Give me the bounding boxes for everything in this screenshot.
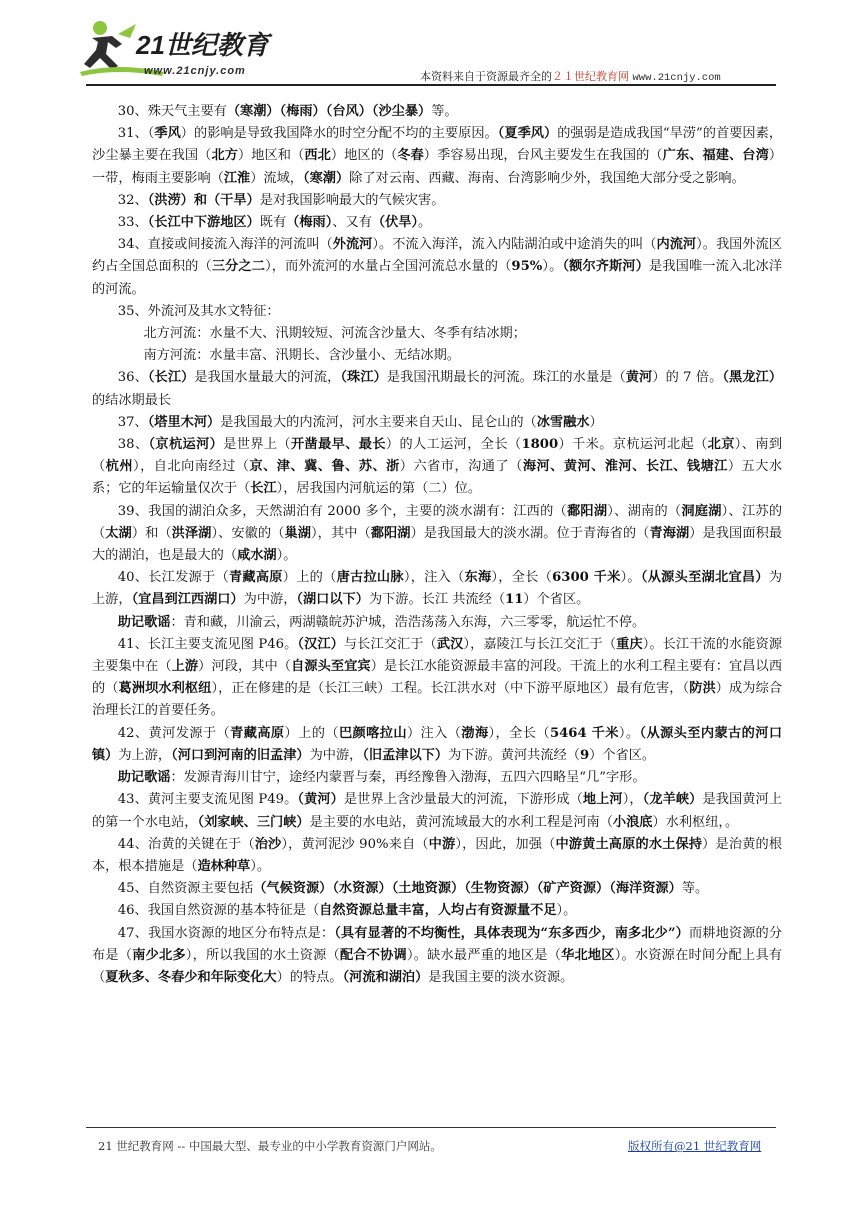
emphasis-text: 黄河 <box>625 370 653 386</box>
paragraph <box>92 323 782 345</box>
body-text: 33、 <box>117 215 148 231</box>
body-text: ）上的（ <box>284 725 339 741</box>
body-text: ）季容易出现，台风主要发生在我国的（ <box>423 148 663 164</box>
body-text: ），嘉陵江与长江交汇于（ <box>463 636 617 652</box>
footer-divider <box>86 1127 776 1128</box>
body-text: ：发源青海川甘宁，途经内蒙晋与秦，再经豫鲁入渤海，五四六四略呈“几”字形。 <box>170 770 646 786</box>
paragraph <box>92 900 782 922</box>
body-text: 是我国黄河上的第一个水电站， <box>92 792 783 830</box>
emphasis-text: 季风 <box>154 126 181 142</box>
body-text: ）千米。京杭运河北起（ <box>558 437 708 453</box>
body-text: ：青和藏，川渝云，两湖赣皖苏沪城，浩浩荡荡入东海，六三零零，航运忙不停。 <box>170 614 646 630</box>
body-text: ）注入（ <box>406 725 462 741</box>
paragraph <box>92 612 782 634</box>
emphasis-text: 东海 <box>464 570 492 586</box>
body-text: ）。不流入海洋，流入内陆湖泊或中途消失的叫（ <box>372 237 657 253</box>
body-text: 40、长江发源于（ <box>117 570 229 586</box>
body-text: 是我国水量最大的河流， <box>194 370 341 386</box>
emphasis-text: （刘家峡、三门峡） <box>197 814 310 830</box>
emphasis-text: （寒潮） <box>303 170 350 186</box>
footer-tagline: 21 世纪教育网 -- 中国最大型、最专业的中小学教育资源门户网站。 <box>98 1139 442 1153</box>
emphasis-text: 95% <box>511 259 543 275</box>
body-text: 等。 <box>431 104 458 119</box>
emphasis-text: 开凿最早、最长 <box>290 437 386 453</box>
body-text: ），其中（ <box>311 525 371 541</box>
emphasis-text: 9 <box>579 747 590 763</box>
emphasis-text: 6300 千米 <box>552 570 621 586</box>
logo-url: www.21cnjy.com <box>144 65 246 77</box>
body-text: ）。 <box>618 725 640 741</box>
body-text: 为上游， <box>92 570 782 608</box>
body-text: ）是长江水能资源最丰富的河段。干流上的水利工程主要有：宜昌以西的（ <box>92 659 783 697</box>
body-text: ）。 <box>542 259 563 275</box>
body-text: ）是我国面积最大的湖泊，也是最大的（ <box>92 525 783 564</box>
emphasis-text: （塔里木河） <box>147 414 221 430</box>
site-logo <box>78 14 298 84</box>
emphasis-text: 鄱阳湖 <box>370 525 411 541</box>
body-text: ）个省区。 <box>523 592 590 608</box>
emphasis-text: 外流河 <box>332 237 373 253</box>
logo-text: 21世纪教育 <box>136 30 269 60</box>
body-text: ）。 <box>556 903 577 919</box>
body-text: ）流域， <box>250 170 303 186</box>
body-text: 是世界上含沙量最大的河流，下游形成（ <box>343 792 583 808</box>
emphasis-text: 海河、黄河、淮河、长江、钱塘江 <box>522 459 728 475</box>
emphasis-text: 北方 <box>211 148 238 164</box>
paragraph <box>92 301 782 323</box>
header-note-site: ２１世纪教育网 <box>552 70 629 83</box>
body-text: ）地区和（ <box>237 148 305 164</box>
paragraph <box>92 367 782 411</box>
emphasis-text: 冰雪融水 <box>536 414 590 430</box>
body-text: 为中游， <box>309 747 363 763</box>
body-text: 除了对云南、西藏、海南、台湾影响少外，我国绝大部分受之影响。 <box>349 170 745 186</box>
body-text: ）。 <box>276 548 297 564</box>
emphasis-text: 唐古拉山脉 <box>336 570 404 586</box>
body-text: ）水利枢纽，。 <box>652 814 739 830</box>
paragraph <box>92 789 782 833</box>
body-text: ）个省区。 <box>589 747 656 763</box>
body-text: ），全长（ <box>491 570 553 586</box>
paragraph <box>92 634 782 723</box>
body-text: 、又有 <box>332 215 372 231</box>
paragraph <box>92 723 782 767</box>
body-text: 是主要的水电站，黄河流域最大的水利工程是河南（ <box>309 814 613 830</box>
body-text: ），黄河泥沙 90%来自（ <box>281 836 429 852</box>
emphasis-text: （珠江） <box>340 370 387 386</box>
emphasis-text: 自然资源总量丰富，人均占有资源量不足 <box>319 903 557 919</box>
body-text: 45、自然资源主要包括 <box>117 881 254 897</box>
body-text: 47、我国水资源的地区分布特点是： <box>117 925 335 941</box>
emphasis-text: （梅雨） <box>286 215 333 231</box>
emphasis-text: 巴颜喀拉山 <box>338 725 407 741</box>
document-body <box>92 101 782 989</box>
body-text: 31、（ <box>117 126 155 142</box>
body-text: 等。 <box>681 881 709 897</box>
paragraph <box>92 434 782 501</box>
emphasis-text: 11 <box>505 592 524 608</box>
body-text: ）一带，梅雨主要影响（ <box>92 148 783 186</box>
emphasis-text: （具有显著的不均衡性，具体表现为“东多西少，南多北少”） <box>334 925 689 941</box>
body-text: 46、我国自然资源的基本特征是（ <box>117 903 320 919</box>
footer-copyright-link[interactable]: 版权所有@21 世纪教育网 <box>628 1139 762 1153</box>
emphasis-text: （河口到河南的旧孟津） <box>171 747 310 763</box>
emphasis-text: 广东、福建、台湾 <box>662 148 769 164</box>
body-text: ），自北向南经过（ <box>133 459 250 475</box>
paragraph <box>92 123 782 190</box>
body-text: ）、安徽的（ <box>211 525 285 541</box>
emphasis-text: 长江 <box>250 481 277 497</box>
emphasis-text: 地上河 <box>582 792 623 808</box>
emphasis-text: 太湖 <box>105 525 132 541</box>
body-text: 为上游， <box>118 747 172 763</box>
emphasis-text: （长江中下游地区） <box>147 215 260 231</box>
emphasis-text: 配合不协调 <box>339 947 407 963</box>
body-text: ）的 7 倍。 <box>652 370 723 386</box>
emphasis-text: 渤海 <box>461 725 489 741</box>
body-text: 34、直接或间接流入海洋的河流叫（ <box>117 237 333 253</box>
body-text: 。 <box>418 215 432 231</box>
emphasis-text: 1800 <box>521 437 559 453</box>
body-text: ）是治黄的根本，根本措施是（ <box>92 836 783 874</box>
emphasis-text: （伏旱） <box>371 215 419 231</box>
emphasis-text: （从源头至湖北宜昌） <box>640 570 769 586</box>
emphasis-text: 上游 <box>171 659 199 675</box>
body-text: 为中游， <box>243 592 297 608</box>
body-text: ）。我国外流区约占全国总面积的（ <box>92 237 782 275</box>
paragraph <box>92 234 782 301</box>
emphasis-text: 西北 <box>304 148 331 164</box>
body-text: ）地区的（ <box>330 148 398 164</box>
emphasis-text: （河流和湖泊） <box>342 969 429 985</box>
emphasis-text: （黑龙江） <box>722 370 783 386</box>
emphasis-text: 武汉 <box>436 636 464 652</box>
body-text: 41、长江主要支流见图 P46。 <box>117 636 298 652</box>
body-text: 32、 <box>117 192 148 208</box>
body-text: ）、湖南的（ <box>607 503 682 519</box>
paragraph <box>92 923 782 990</box>
emphasis-text: 内流河 <box>656 237 697 253</box>
emphasis-text: 小浪底 <box>612 814 653 830</box>
body-text: 是我国最大的内流河，河水主要来自天山、昆仑山的（ <box>220 414 537 430</box>
emphasis-text: 中游 <box>428 836 456 852</box>
body-text: 的结冰期最长 <box>92 392 172 408</box>
body-text: 北方河流：水量不大、汛期较短、河流含沙量大、冬季有结冰期； <box>143 326 526 342</box>
emphasis-text: （京杭运河） <box>148 437 224 453</box>
body-text: ）。水资源在时间分配上具有（ <box>92 947 783 985</box>
body-text: 是我国主要的淡水资源。 <box>428 969 574 985</box>
emphasis-text: （龙羊峡） <box>642 792 703 808</box>
emphasis-text: （气候资源）（水资源）（土地资源）（生物资源）（矿产资源）（海洋资源） <box>253 881 682 897</box>
body-text: ），而外流河的水量占全国河流总水量的（ <box>265 259 512 275</box>
body-text: 42、黄河发源于（ <box>117 725 231 741</box>
emphasis-text: 江淮 <box>223 170 251 186</box>
emphasis-text: 治沙 <box>254 836 282 852</box>
emphasis-text: 三分之二 <box>211 259 266 275</box>
emphasis-text: （黄河） <box>297 792 344 808</box>
body-text: ）成为综合治理长江的首要任务。 <box>92 681 783 719</box>
body-text: ），所以我国的水土资源（ <box>185 947 340 963</box>
body-text: 既有 <box>259 215 287 231</box>
paragraph <box>92 212 782 234</box>
body-text: ）上的（ <box>282 570 337 586</box>
header-divider <box>86 84 776 86</box>
emphasis-text: 防洪 <box>689 681 716 697</box>
body-text: 44、治黄的关键在于（ <box>117 836 255 852</box>
body-text: ）的人工运河，全长（ <box>385 437 522 453</box>
emphasis-text: 北京 <box>707 437 735 453</box>
body-text: 39、我国的湖泊众多，天然湖泊有 2000 多个，主要的淡水湖有：江西的（ <box>117 503 567 519</box>
body-text: ）五大水系；它的年运输量仅次于（ <box>92 459 783 497</box>
emphasis-text: （长江） <box>147 370 195 386</box>
body-text: 为下游。长江 共流经（ <box>368 592 506 608</box>
body-text: ），全长（ <box>488 725 550 741</box>
emphasis-text: 华北地区 <box>561 947 615 963</box>
emphasis-text: 京、津、冀、鲁、苏、浙 <box>249 459 400 475</box>
body-text: ）、江苏的（ <box>92 503 783 541</box>
body-text: 43、黄河主要支流见图 P49。 <box>117 792 298 808</box>
paragraph <box>92 567 782 611</box>
emphasis-text: 夏秋多、冬春少和年际变化大 <box>105 969 277 985</box>
body-text: ）， <box>622 792 643 808</box>
body-text: 是世界上（ <box>223 437 291 453</box>
paragraph <box>92 878 782 900</box>
emphasis-text: 青藏高原 <box>230 725 285 741</box>
body-text: ）。 <box>250 858 271 874</box>
body-text: 30、殊天气主要有 <box>117 104 227 119</box>
emphasis-text: （从源头至内蒙古的河口镇） <box>92 725 783 763</box>
body-text: ）的特点。 <box>276 969 343 985</box>
emphasis-text: 巢湖 <box>284 525 312 541</box>
emphasis-text: （旧孟津以下） <box>362 747 449 763</box>
body-text: 37、 <box>117 414 148 430</box>
emphasis-text: 助记歌谣 <box>117 614 171 630</box>
paragraph <box>92 834 782 878</box>
emphasis-text: 中游黄土高原的水土保持 <box>555 836 703 852</box>
body-text: ）。长江干流的水能资源主要集中在（ <box>92 636 783 675</box>
paragraph <box>92 345 782 367</box>
emphasis-text: 冬春 <box>397 148 424 164</box>
emphasis-text: （汉江） <box>297 636 344 652</box>
emphasis-text: 重庆 <box>616 636 643 652</box>
body-text: ），居我国内河航运的第（二）位。 <box>276 481 482 497</box>
body-text: ）。缺水最严重的地区是（ <box>406 947 562 963</box>
body-text: ）、南到（ <box>92 437 783 475</box>
body-text: 是我国唯一流入北冰洋的河流。 <box>92 259 783 297</box>
emphasis-text: 自源头至宜宾 <box>291 659 371 675</box>
emphasis-text: 青藏高原 <box>228 570 283 586</box>
paragraph <box>92 767 782 789</box>
emphasis-text: 鄱阳湖 <box>566 503 608 519</box>
body-text: 南方河流：水量丰富、汛期长、含沙量小、无结冰期。 <box>143 348 460 364</box>
body-text: ）六省市，沟通了（ <box>399 459 523 475</box>
body-text: ），正在修建的是（长江三峡）工程。长江洪水对（中下游平原地区）最有危害，（ <box>211 681 690 697</box>
emphasis-text: 助记歌谣 <box>117 770 171 786</box>
emphasis-text: （寒潮）（梅雨）（台风）（沙尘暴） <box>226 104 432 119</box>
header-note-prefix: 本资料来自于资源最齐全的 <box>420 70 552 83</box>
paragraph <box>92 190 782 212</box>
body-text: 是我国汛期最长的河流。珠江的水量是（ <box>386 370 626 386</box>
body-text: ）的影响是导致我国降水的时空分配不均的主要原因。 <box>180 126 498 142</box>
emphasis-text: （宜昌到江西湖口） <box>131 592 244 608</box>
body-text: 是对我国影响最大的气候灾害。 <box>259 192 445 208</box>
body-text: ），注入（ <box>403 570 465 586</box>
body-text: ）和（ <box>131 525 172 541</box>
header-note-url[interactable]: www.21cnjy.com <box>632 72 721 84</box>
emphasis-text: 5464 千米 <box>549 725 619 741</box>
paragraph <box>92 412 782 434</box>
body-text: 35、外流河及其水文特征： <box>117 303 280 319</box>
emphasis-text: 洞庭湖 <box>681 503 722 519</box>
body-text: ）是我国最大的淡水湖。位于青海省的（ <box>410 525 650 541</box>
paragraph <box>92 501 782 568</box>
header-note <box>420 68 721 84</box>
emphasis-text: 洪泽湖 <box>171 525 212 541</box>
body-text: 36、 <box>117 370 148 386</box>
body-text: 而耕地资源的分布是（ <box>92 925 783 963</box>
body-text: 的强弱是造成我国“旱涝”的首要因素，沙尘暴主要在我国（ <box>92 126 783 164</box>
emphasis-text: 青海湖 <box>649 525 690 541</box>
emphasis-text: 杭州 <box>105 459 134 475</box>
emphasis-text: （额尔齐斯河） <box>562 259 650 275</box>
body-text: ）河段，其中（ <box>198 659 292 675</box>
body-text: 38、 <box>117 437 149 453</box>
body-text: 与长江交汇于（ <box>343 636 437 652</box>
body-text: ） <box>589 414 603 430</box>
body-text: 为下游。黄河共流经（ <box>448 747 580 763</box>
paragraph <box>92 101 782 123</box>
emphasis-text: 造林种草 <box>197 858 251 874</box>
emphasis-text: 葛洲坝水利枢纽 <box>118 681 212 697</box>
emphasis-text: （湖口以下） <box>296 592 369 608</box>
body-text: ），因此，加强（ <box>455 836 556 852</box>
body-text: ）。 <box>620 570 641 586</box>
emphasis-text: 咸水湖 <box>237 548 277 564</box>
emphasis-text: （洪涝）和（干旱） <box>147 192 260 208</box>
emphasis-text: （夏季风） <box>497 126 558 142</box>
emphasis-text: 南少北多 <box>132 947 186 963</box>
